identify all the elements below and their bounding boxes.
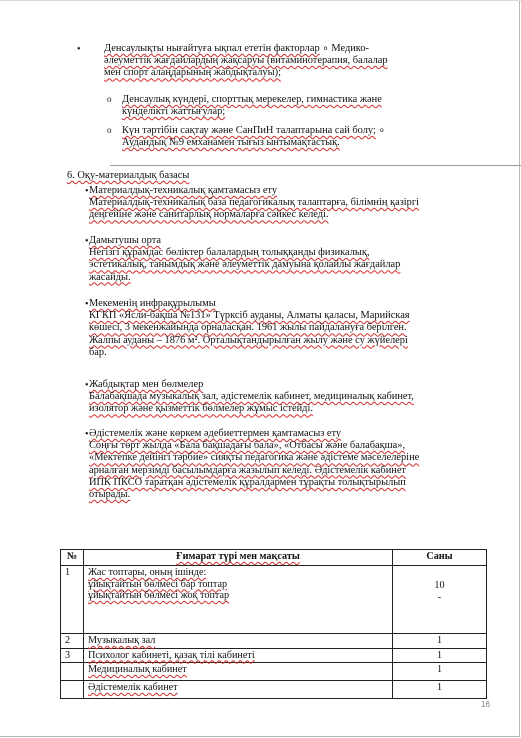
circle-bullet-icon: ∘ [375, 125, 385, 136]
row-count: 1 [393, 681, 487, 699]
row-count: 1 [393, 648, 487, 663]
header-text: Ғимарат түрі мен мақсаты [176, 551, 300, 562]
cell-text-line: ұйықтайтын бөлмесі жоқ топтар [88, 590, 230, 602]
item-text-line: Балабақшада музыкалық зал, әдістемелік кабинет, медициналық кабинет, [89, 391, 414, 403]
row-count [393, 566, 487, 634]
item-text-line: көшесі, 3 мекенжайында орналасқан. 1961 жылы пайдалануға берілген. [89, 322, 407, 334]
item-text-line: эстетикалық, танымдық және әлеуметтік дамуына қолайлы жағдайлар [89, 259, 401, 271]
item-title: Дамытушы орта [89, 235, 161, 246]
item-text-line: «Мектепке дейінгі тәрбие» сияқты педагогика және әдістеме мәселелеріне [89, 452, 420, 464]
item-text-line: Материалдық-техникалық база педагогикалық талаптарға, білімнің қазіргі [89, 197, 420, 209]
cell-text-line: Жас топтары, оның ішінде: [88, 567, 207, 578]
list-item [89, 298, 504, 359]
item-text-line: отырады. [89, 489, 131, 501]
list-item [89, 379, 504, 416]
row-description [84, 566, 393, 634]
circle-bullet-icon: o [107, 94, 112, 104]
row-number [61, 663, 84, 681]
section-heading [67, 170, 189, 182]
item-text-line: әлеуметтік жағдайлардың жақсаруы (витаминотерапия, балалар [104, 55, 388, 67]
item-text-line: жасайды. [89, 271, 131, 283]
table-header-cell [84, 550, 393, 566]
row-count: 1 [393, 634, 487, 649]
row-number: 3 [61, 648, 84, 663]
item-text-line: арналған мерзімді басылымдарға жазылып келеді. Әдістемелік кабинет [89, 464, 406, 476]
item-text-line: Денсаулықты нығайтуға ықпал ететін факторлар [104, 43, 320, 54]
item-text-line: изолятор және қызметтік бөлмелер жұмыс істейді. [89, 403, 313, 415]
item-title: Мекеменің инфрақұрылымы [89, 298, 216, 309]
section-heading-text: 6. Оқу-материалдық базасы [67, 170, 190, 181]
row-description [84, 663, 393, 681]
item-text-line: күнделікті жаттығулар; [122, 106, 226, 118]
cell-text-line: Музыкалық зал [88, 635, 156, 646]
list-item [89, 428, 504, 501]
cell-text-line: 10 [434, 580, 445, 591]
row-number: 2 [61, 634, 84, 649]
page-top-edge [0, 0, 521, 1]
row-number: 1 [61, 566, 84, 634]
item-text-line: КГКП «Ясли-бақша №131» Түрксіб ауданы, Алматы қаласы, Марийская [89, 310, 410, 322]
cell-text-line: Медициналық кабинет [88, 664, 187, 676]
table-row [61, 681, 487, 699]
table-header-cell: Саны [393, 550, 487, 566]
bullet-icon: • [85, 299, 89, 310]
bullet-icon: • [85, 429, 89, 440]
item-title: Әдістемелік және көркем әдебиеттермен қамтамасыз ету [89, 428, 342, 439]
bullet-icon: • [85, 380, 89, 391]
item-text-line: Негізгі құрамдас бөліктер балалардың толыққанды физикалық, [89, 247, 370, 259]
row-description [84, 681, 393, 699]
item-title: Материалдық-техникалық қамтамасыз ету [89, 185, 278, 196]
item-text-line: бар. [89, 346, 107, 358]
cell-text-line: Әдістемелік кабинет [88, 682, 178, 694]
cell-text-line: ұйықтайтын бөлмесі бар топтар [88, 578, 228, 590]
circle-bullet-icon: o [107, 125, 112, 135]
bullet-icon: • [85, 186, 89, 197]
separator-line [110, 165, 521, 166]
bullet-icon: • [85, 236, 89, 247]
list-item [89, 235, 499, 284]
premises-table [60, 549, 487, 699]
circle-bullet-icon: ∘ [319, 43, 332, 54]
row-count: 1 [393, 663, 487, 681]
item-text-line: ИПК ПКСО таратқан әдістемелік құралдармен тұрақты толықтырылып [89, 476, 406, 488]
item-text-line: Денсаулық күндері, спорттық мерекелер, гимнастика және [122, 94, 382, 105]
bullet-icon: • [77, 44, 81, 55]
item-text-line: Аудандық №9 емханамен тығыз ынтымақтастық. [122, 137, 340, 149]
cell-text-line: Психолог кабинеті, қазақ тілі кабинеті [88, 649, 255, 661]
row-number [61, 681, 84, 699]
sub-list-item [122, 125, 512, 149]
item-title: Жабдықтар мен бөлмелер [89, 379, 204, 390]
item-text-line: Соңғы төрт жылда «Бала бақшадағы бала», «Отбасы және балабақша», [89, 440, 406, 452]
list-item [104, 43, 514, 80]
item-text-line: Жалпы ауданы – 1876 м². Орталықтандырылған жылу және су жүйелері [89, 334, 408, 346]
item-text-line: мен спорт алаңдарының жабдықталуы); [104, 67, 281, 79]
table-header-cell: № [61, 550, 84, 566]
table-row [61, 634, 487, 649]
item-text-line: деңгейіне және санитарлық нормаларға сәйкес келеді. [89, 209, 329, 221]
table-row [61, 648, 487, 663]
row-description [84, 634, 393, 649]
item-text-line: Медико- [331, 43, 369, 54]
page-number: 16 [481, 700, 490, 709]
table-row [61, 566, 487, 634]
row-description [84, 648, 393, 663]
sub-list-item [122, 94, 502, 118]
item-text-line: Күн тәртібін сақтау және СанПиН талаптарына сай болу; [122, 125, 376, 136]
list-item [89, 185, 499, 222]
cell-text-line: - [437, 591, 442, 603]
table-header-row [61, 550, 487, 566]
table-row [61, 663, 487, 681]
